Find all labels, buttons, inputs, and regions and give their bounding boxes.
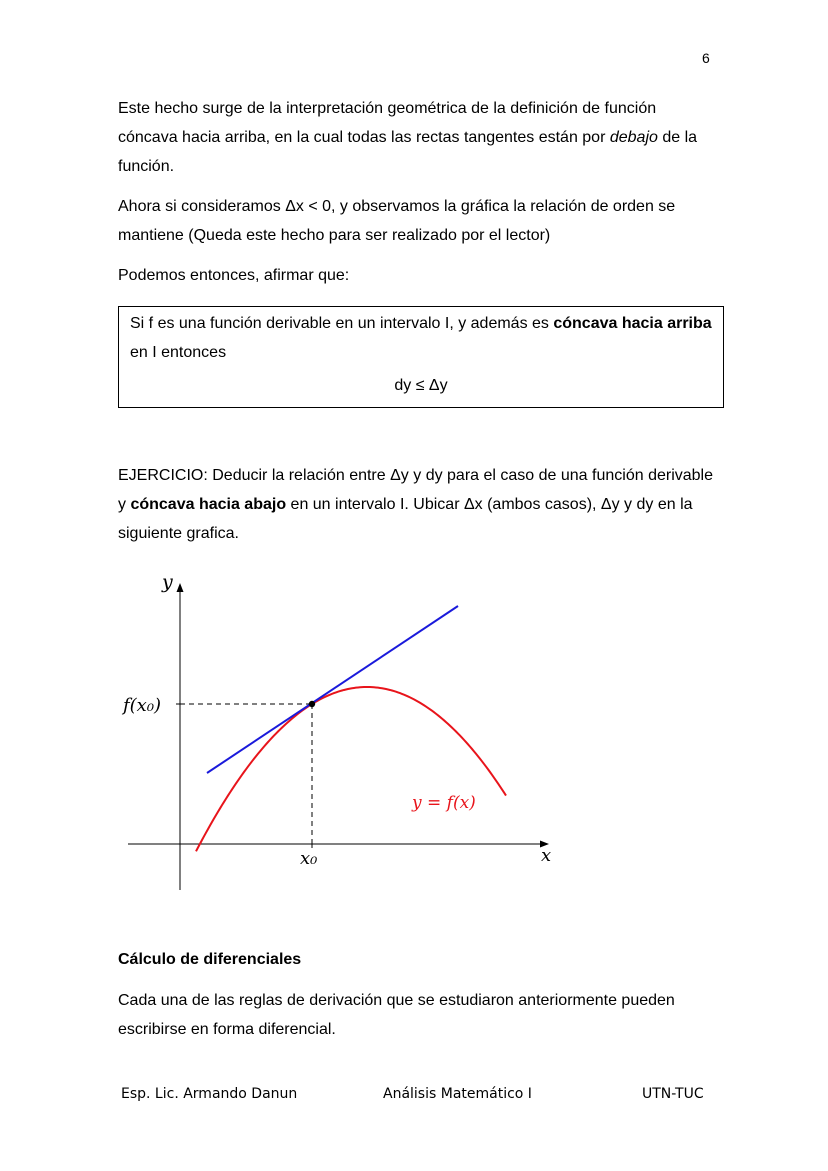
inline-math: Δx: [463, 496, 483, 513]
inline-math: Δy: [390, 467, 409, 484]
paragraph-negative-dx: [118, 192, 718, 250]
emphasis-text: debajo: [609, 129, 658, 146]
theorem-formula: dy ≤ Δy: [394, 377, 448, 394]
fx0-label: f(x₀): [123, 695, 162, 716]
theorem-box: [118, 306, 724, 408]
text: , y observamos la gráfica la relación de orden se mantiene (Queda este hecho para ser realizado por el lector): [118, 198, 676, 244]
text: en un intervalo I. Ubicar: [286, 496, 464, 513]
inline-math: Δy: [600, 496, 620, 513]
exercise-paragraph: [118, 461, 718, 548]
x0-label: x₀: [300, 848, 318, 869]
x-axis-label: x: [541, 845, 552, 866]
footer-author: Esp. Lic. Armando Danun: [121, 1086, 298, 1102]
text: (ambos casos),: [482, 496, 601, 513]
text: en I entonces: [130, 344, 227, 361]
text: Ahora si consideramos: [118, 198, 286, 215]
bold-text: cóncava hacia arriba: [553, 315, 712, 332]
tangent-line: [207, 606, 458, 773]
text: y dy para el caso de una función derivable y: [118, 467, 713, 513]
theorem-statement: [130, 309, 720, 367]
tangency-point: [309, 701, 315, 707]
bold-text: cóncava hacia abajo: [130, 496, 287, 513]
curve-label: y = f(x): [412, 793, 476, 813]
footer-course: Análisis Matemático I: [383, 1086, 532, 1102]
y-axis-arrow: [177, 583, 184, 592]
inline-math: Δx < 0: [285, 198, 332, 215]
text: Este hecho surge de la interpretación geométrica de la definición de función cóncava hacia arriba, en la cual todas las rectas tangentes están por: [118, 100, 657, 146]
y-axis-label: y: [162, 571, 173, 593]
text: de la función.: [118, 129, 698, 175]
page-number: 6: [702, 50, 710, 66]
text: EJERCICIO: Deducir la relación entre: [118, 467, 391, 484]
curve-f: [196, 687, 506, 851]
text: y dy en la siguiente grafica.: [118, 496, 693, 542]
paragraph-concavity-explanation: [118, 94, 718, 181]
concave-down-graph: [100, 562, 570, 897]
footer-institution: UTN-TUC: [642, 1086, 704, 1102]
paragraph-conclusion-intro: Podemos entonces, afirmar que:: [118, 267, 350, 284]
section-paragraph: Cada una de las reglas de derivación que se estudiaron anteriormente pueden escribirse en forma diferencial.: [118, 992, 675, 1038]
text: Si f es una función derivable en un intervalo I, y además es: [130, 315, 554, 332]
section-heading: Cálculo de diferenciales: [118, 951, 302, 968]
